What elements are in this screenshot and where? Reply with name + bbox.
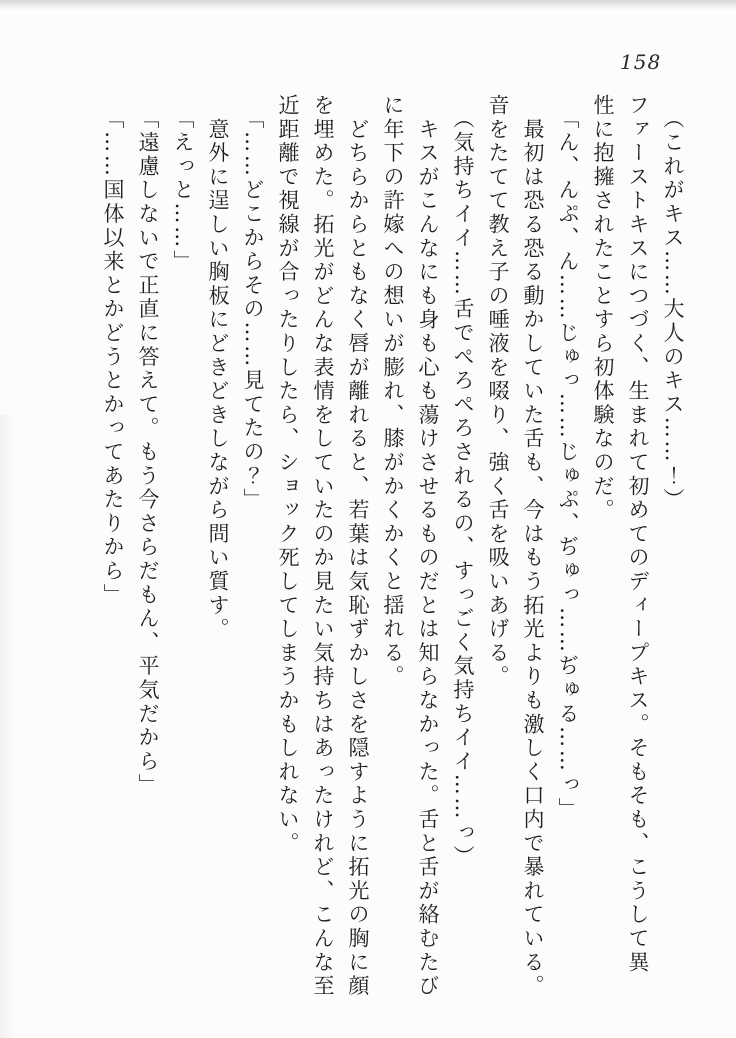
text-line: （気持ちイイ……舌でぺろぺろされるの、すっごく気持ちイイ……っ）	[451, 94, 475, 869]
text-line: を埋めた。拓光がどんな表情をしていたのか見たい気持ちはあったけれど、こんな至	[311, 94, 335, 999]
text-line: （これがキス……大人のキス……！）	[661, 94, 685, 512]
text-line: キスがこんなにも身も心も蕩けさせるものだとは知らなかった。舌と舌が絡むたび	[416, 94, 440, 999]
text-block	[95, 94, 690, 999]
text-line: ファーストキスにつづく、生まれて初めてのディープキス。そもそも、こうして異	[626, 94, 650, 975]
text-line: 最初は恐る恐る動かしていた舌も、今はもう拓光よりも激しく口内で暴れている。	[521, 94, 545, 999]
text-line: 「……どこからその……見てたの？」	[241, 94, 265, 512]
text-line: 「遠慮しないで正直に答えて。もう今さらだもん、平気だから」	[136, 94, 160, 798]
page-number: 158	[620, 50, 662, 74]
text-line: 「ん、んぷ、ん……じゅっ……じゅぷ、ぢゅっ……ぢゅる……っ」	[556, 94, 580, 822]
text-line: 性に抱擁されたことすら初体験なのだ。	[591, 94, 615, 523]
text-line: 「……国体以来とかどうとかってあたりから」	[101, 94, 125, 608]
text-line: 近距離で視線が合ったりしたら、ショック死してしまうかもしれない。	[276, 94, 300, 856]
text-line: どちらからともなく唇が離れると、若葉は気恥ずかしさを隠すように拓光の胸に顔	[346, 94, 370, 999]
text-line: に年下の許嫁への想いが膨れ、膝がかくかくと揺れる。	[381, 94, 405, 689]
text-line: 「えっと……」	[171, 94, 195, 274]
text-line: 意外に逞しい胸板にどきどきしながら問い質す。	[206, 94, 230, 642]
text-line: 音をたてて教え子の唾液を啜り、強く舌を吸いあげる。	[486, 94, 510, 689]
